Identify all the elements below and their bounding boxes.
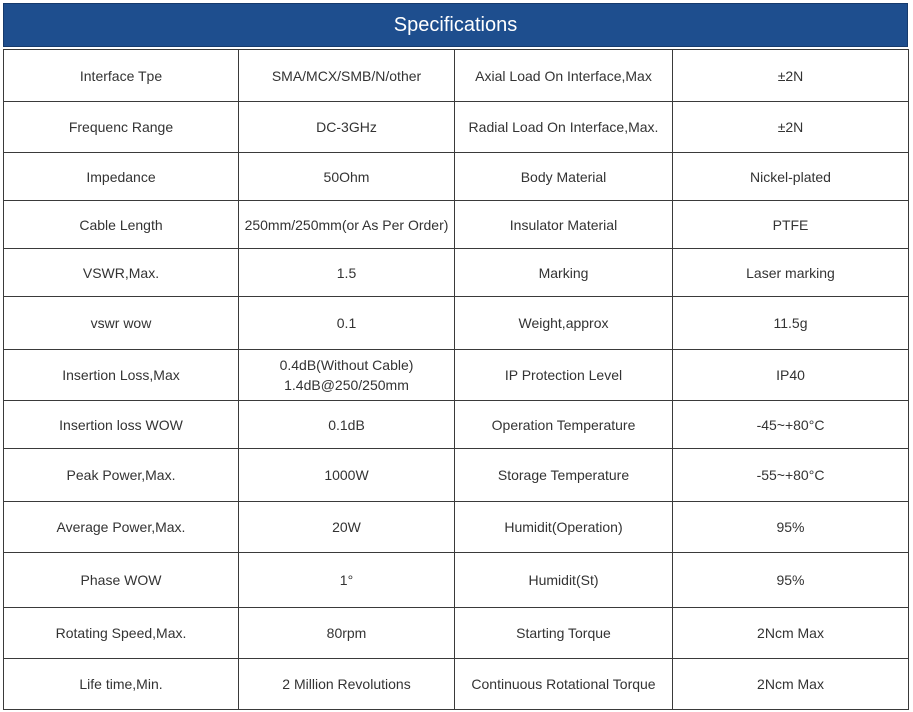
specifications-title: Specifications [3,3,908,47]
spec-value: 0.1dB [239,401,455,449]
spec-value: SMA/MCX/SMB/N/other [239,50,455,102]
spec-label: Cable Length [4,201,239,249]
spec-value: 1000W [239,449,455,502]
spec-label: Interface Tpe [4,50,239,102]
spec-value: 0.1 [239,297,455,350]
spec-label: Life time,Min. [4,659,239,710]
spec-value: 20W [239,502,455,553]
spec-value: -55~+80°C [673,449,909,502]
spec-value: 11.5g [673,297,909,350]
table-row [4,201,909,249]
spec-label: Continuous Rotational Torque [455,659,673,710]
spec-label: VSWR,Max. [4,249,239,297]
spec-label: Rotating Speed,Max. [4,608,239,659]
spec-label: Marking [455,249,673,297]
spec-value: DC-3GHz [239,102,455,153]
spec-value: 95% [673,502,909,553]
spec-value: ±2N [673,50,909,102]
spec-value: 2Ncm Max [673,659,909,710]
spec-value: -45~+80°C [673,401,909,449]
table-row [4,50,909,102]
table-row [4,249,909,297]
spec-label: Weight,approx [455,297,673,350]
specifications-sheet [3,3,908,709]
table-row [4,659,909,710]
specifications-table [3,49,909,710]
spec-value: 50Ohm [239,153,455,201]
table-row [4,502,909,553]
spec-label: Average Power,Max. [4,502,239,553]
table-row [4,608,909,659]
spec-label: Peak Power,Max. [4,449,239,502]
spec-label: Humidit(Operation) [455,502,673,553]
spec-value-line: 0.4dB(Without Cable) [279,357,414,373]
spec-label: Operation Temperature [455,401,673,449]
spec-label: Axial Load On Interface,Max [455,50,673,102]
table-row [4,102,909,153]
spec-value: 95% [673,553,909,608]
spec-label: vswr wow [4,297,239,350]
spec-value: IP40 [673,350,909,401]
spec-value: PTFE [673,201,909,249]
table-row [4,297,909,350]
spec-value: 250mm/250mm(or As Per Order) [239,201,455,249]
spec-label: Frequenc Range [4,102,239,153]
spec-label: Impedance [4,153,239,201]
spec-label: Radial Load On Interface,Max. [455,102,673,153]
spec-value: 2 Million Revolutions [239,659,455,710]
spec-value: ±2N [673,102,909,153]
spec-label: Insertion loss WOW [4,401,239,449]
spec-label: Humidit(St) [455,553,673,608]
table-row [4,153,909,201]
spec-label: Body Material [455,153,673,201]
table-row [4,350,909,401]
spec-label: IP Protection Level [455,350,673,401]
spec-value: 2Ncm Max [673,608,909,659]
spec-value: Nickel-plated [673,153,909,201]
spec-label: Storage Temperature [455,449,673,502]
spec-label: Starting Torque [455,608,673,659]
table-row [4,449,909,502]
spec-value: 1.5 [239,249,455,297]
table-row [4,401,909,449]
spec-value [239,350,455,401]
spec-label: Insertion Loss,Max [4,350,239,401]
spec-label: Phase WOW [4,553,239,608]
spec-label: Insulator Material [455,201,673,249]
table-row [4,553,909,608]
spec-value-line: 1.4dB@250/250mm [284,377,409,393]
spec-value: 1° [239,553,455,608]
spec-value: Laser marking [673,249,909,297]
spec-value: 80rpm [239,608,455,659]
